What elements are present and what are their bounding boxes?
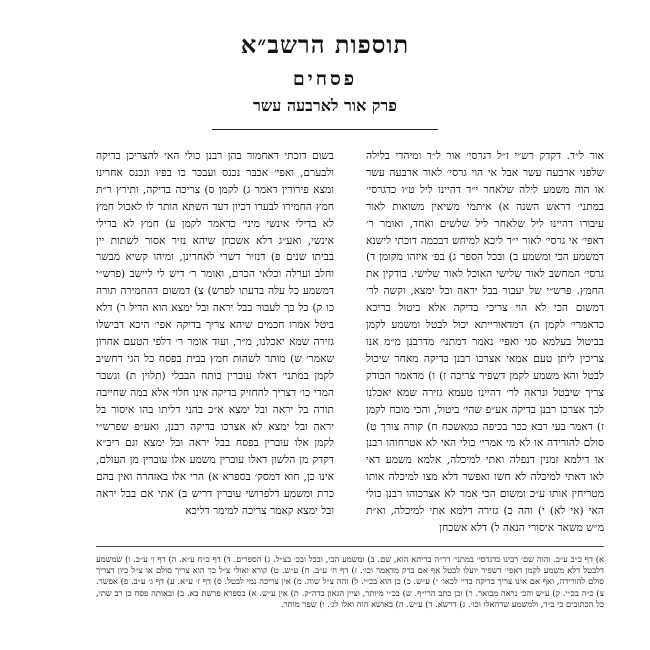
chapter-title: פרק אור לארבעה עשר [253, 96, 397, 115]
text-column-right [366, 148, 604, 534]
page-title: תוספות הרשב״א [240, 30, 410, 59]
column-left-text: בשום דוכתי דאחמור בהן רבנן כולי האי להצריכן בדיקה ולבערם, ואפי׳ אכבר נכנס ועבכר כו בפיו ונכנס אחרינו ומצא פירורין דאמר ג) לקמן ס) צריכה בדיקה, ותירץ ר״ת חמץ החמירו לבערו דכיון דעד השתא הותר לו לאכול חמץ לא בדילי אינשי מיני׳ כדאמר לקמן ע) חמץ לא בדילי אינשי, ואע״ג דלא אשכחן שיהא נזיר אסור לשתות יין בביתו שנים פ) דנזיר דשרי לאחרינן, ומיהו קשיא מבשר וחלב וערלה וכלאי הכרם, ואומר ר׳ דיש לי ליישב (פרש״י דמשמע כל עלה בדעתו לפרש) צ) דמשום דהחמירה תורה כו ק) כל כך לעבור בבל יראה ובל ימצא הוא הדיל ר) דלא ביטל אמרו חכמים שיהא צריך בדיקה אפי׳ היכא דבישלו גזירה שמא יאכלנו, מ״ר, ועוד אומר ר׳ דלפי הטעם אחרון שאמר׳ ש) מותר לשהות חמץ בבית בפסח כל הגי דחשיב לקמן במתני׳ דאלו עוברין כותח הבבלי (תלוין ת) וגשבר המדי כו׳ דצריך להחזיק בדיקה אינו חלוי אלא במה שחייבה תורה בל יראה ובל ימצא א״כ בהני דליתו בהו איסור בל יראה ובל ימצא לא אצרכו בדיקה רבנן, ואע״פ שפרש״י לקמן אלו עוברין בפסח בבל יראה ובל ימצא וגם ריב״א דקדק מן הלשון דאלו עוברין משמע אלו עוברין מן העולם, אינו כן, חוא דמסק׳ בספרא א) הרי אלו באזהרה ואין בהם כרת ומשמע דלפרושי עוברין דריש ב) אתי אם בבל יראה ובל ימצא קאמר צריכה למימר דליכא [96, 150, 334, 518]
tractate-title: פסחים [292, 68, 358, 90]
footnotes-block [96, 554, 604, 640]
header-divider [212, 129, 438, 130]
footnote-divider [96, 546, 604, 547]
text-column-left [96, 148, 334, 522]
footnotes-text: א) דף כ״ב ע״ב. והוה שם׳ רבינו כדגרסי׳ במתני׳ דר״ה בריתא הוא, שם. ב) ומשמע הכי, ובכל ובכ׳ בצ״ל. ג) הספרים. ד) דף כ״ח ע״א. ה) דף ו׳ ע״ב. ו) שמשמע דלבטל דלא משמע לקמן דאפי׳ דשפיר יועלו לבטל אף אם ברק מדאמר וכו׳. ז) דף ח׳ ע״ב. ח) ע״ש. ט) קורא ואולי צ״ל כך הוא צריך סולם או צ״ל כיון דצריך סולם להורידה, ואף אם אינו צריך בדיקה בדי׳ לכאו׳ י) ע״ש. כ) כן הוא בכ״י. ל) והה צ״ל שוה. מ) אין צריכה נמי לבטל. ס) דף ז׳ ע״א. ע) דף ג׳ ע״ב. פ) אפשר. צ) כ״ה בכ״י. ק) ע״ש והכ׳ נראה מבואר. ר) וכן כתב הרי״ף. ש) בכ״י מיותר, וציין הגאון בדה״ק. ת) אין ע״ש. א) בספרא פרשת בא. ב) ובאותה פסח כן רב שתי, כל הכתובים כי ב״ד, ולמשמע שדהאלו וכו׳. ג) דרשא. ד) ע״ש. ה) באושא הוה ואלו לג׳. ו) שפר מותר. [96, 554, 604, 609]
column-right-text: אור ל״ד. דקדק רש״י ז״ל דגרסי׳ אור ל״ד ומיהדי בלילה שלפני ארבעה עשר אבל אי הוי גרסי׳ לאור ארבעה עשר או הוה משמע לילה שלאחר י״ד דהיינו ליל ט״ו כדגרסי׳ במתני׳ דראש השנה א) איתמי משיאין משואות לאור עיבורו דהיינו ליל שלאחר ליל שלשים ואחד, ואומר ר׳ דאפי׳ אי גרסי׳ לאור י״ד ליכא למיחש דבכמה דוכתי לישנא דמשמע הכי ומשמע ב) ובכל הספר ג) בפ׳ איזהו מקומן ד) גרסי׳ המחשב לאור שלישי האוכל לאור שלישי. בודקין את החמץ. פרש״י של יעבור בבל יראה ובל ימצא, וקשה לר׳ דמשום הכי לא הוי צריכי בדיקה אלא ביטול בריכא כדאמרי׳ לקמן ה) דמדאורייתא יכול לבטל ומשמע לקמן בביטול בעלמא סגי ואפי׳ נאמר דמתני׳ מדרבנן מ״מ אנו צריכין ליתן טעם אמאי אצרכו רבנן בדיקה מאחר שיכול לבטל והא משמע לקמן דשפיר צריכה ז) ו) מדאמר הבודק צריך שיבטל ונראה לר׳ דהיינו טעמא גזירה שמא יאכלנו לכך אצרכו רבנן בדיקה אע״פ שהי׳ ביטול, והכי מוכח לקמן ז) דאמר בעי רבא ככר בכיפה כמאשכח ח) קורה צורך ט) סולם להורידה או לא מי אמרי׳ כולי האי לא אטרחוהו רבנן או דילמא זמנין דנפלה ואתי למיכלה, אלמא משמע דאי לאו דאתי למיכלה לא חשו ואפשר דלא מצו למיכלה אותו מטריחין אותו ע״כ ומשום הכי אמר לא אצרכוהו רבנן כולי האי (אי לא) י) והה כ) גזירה דלמא אתי למיכלה, וא״ת מ״ש משאר איסורי הנאה ל) דלא אשכחן [366, 150, 604, 534]
